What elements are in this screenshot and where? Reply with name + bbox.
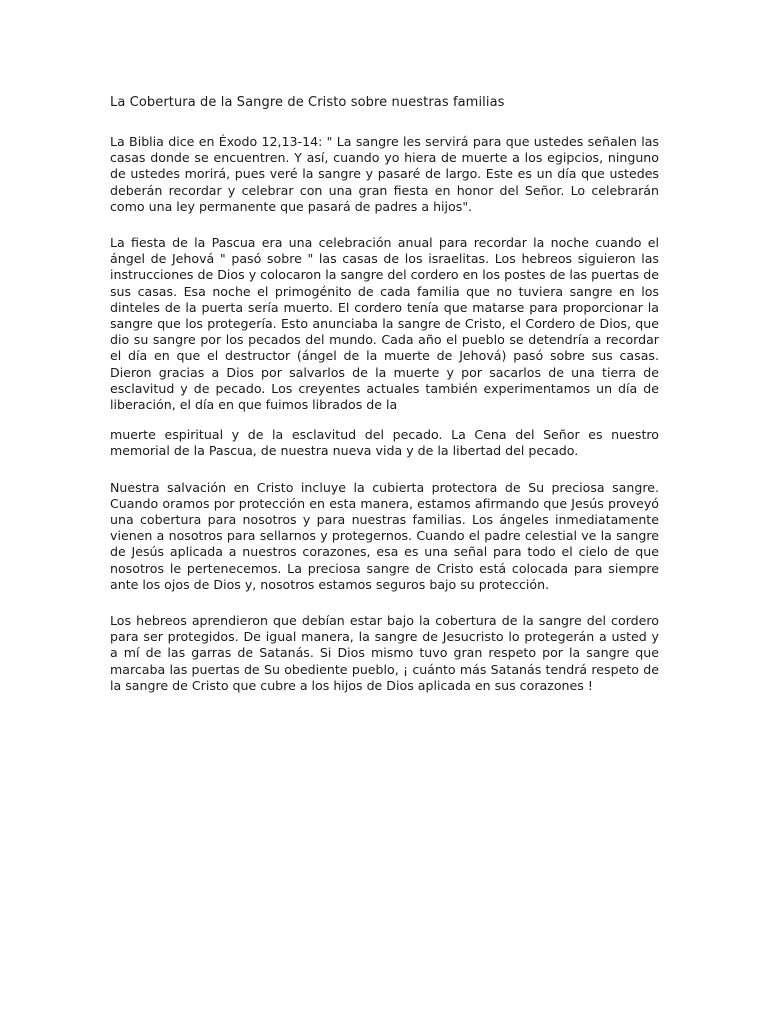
paragraph-exodus-quote: La Biblia dice en Éxodo 12,13-14: " La sangre les servirá para que ustedes señalen las casas donde se encuentren. Y así, cuando yo hiera de muerte a los egipcios, ninguno de ustedes morirá, pues veré la sangre y pasaré de largo. Este es un día que ustedes deberán recordar y celebrar con una gran fiesta en honor del Señor. Lo celebrarán como una ley permanente que pasará de padres a hijos". xyxy=(110,134,659,214)
document-title: La Cobertura de la Sangre de Cristo sobre nuestras familias xyxy=(110,95,505,110)
paragraph-hebreos: Los hebreos aprendieron que debían estar bajo la cobertura de la sangre del cordero para ser protegidos. De igual manera, la sangre de Jesucristo lo protegerán a usted y a mí de las garras de Satanás. Si Dios mismo tuvo gran respeto por la sangre que marcaba las puertas de Su obediente pueblo, ¡ cuánto más Satanás tendrá respeto de la sangre de Cristo que cubre a los hijos de Dios aplicada en sus corazones ! xyxy=(110,613,659,693)
document-page xyxy=(110,94,659,694)
paragraph-pascua: La fiesta de la Pascua era una celebración anual para recordar la noche cuando el ángel de Jehová " pasó sobre " las casas de los israelitas. Los hebreos siguieron las instrucciones de Dios y colocaron la sangre del cordero en los postes de las puertas de sus casas. Esa noche el primogénito de cada familia que no tuviera sangre en los dinteles de la puerta sería muerto. El cordero tenía que matarse para proporcionar la sangre que los protegería. Esto anunciaba la sangre de Cristo, el Cordero de Dios, que dio su sangre por los pecados del mundo. Cada año el pueblo se detendría a recordar el día en que el destructor (ángel de la muerte de Jehová) pasó sobre sus casas. Dieron gracias a Dios por salvarlos de la muerte y por sacarlos de una tierra de esclavitud y de pecado. Los creyentes actuales también experimentamos un día de liberación, el día en que fuimos librados de la xyxy=(110,235,659,413)
paragraph-salvacion: Nuestra salvación en Cristo incluye la cubierta protectora de Su preciosa sangre. Cuando oramos por protección en esta manera, estamos afirmando que Jesús proveyó una cobertura para nosotros y para nuestras familias. Los ángeles inmediatamente vienen a nosotros para sellarnos y protegernos. Cuando el padre celestial ve la sangre de Jesús aplicada a nuestros corazones, esa es una señal para todo el cielo de que nosotros le pertenecemos. La preciosa sangre de Cristo está colocada para siempre ante los ojos de Dios y, nosotros estamos seguros bajo su protección. xyxy=(110,479,659,592)
paragraph-cena-del-senor: muerte espiritual y de la esclavitud del pecado. La Cena del Señor es nuestro memorial de la Pascua, de nuestra nueva vida y de la libertad del pecado. xyxy=(110,427,659,459)
